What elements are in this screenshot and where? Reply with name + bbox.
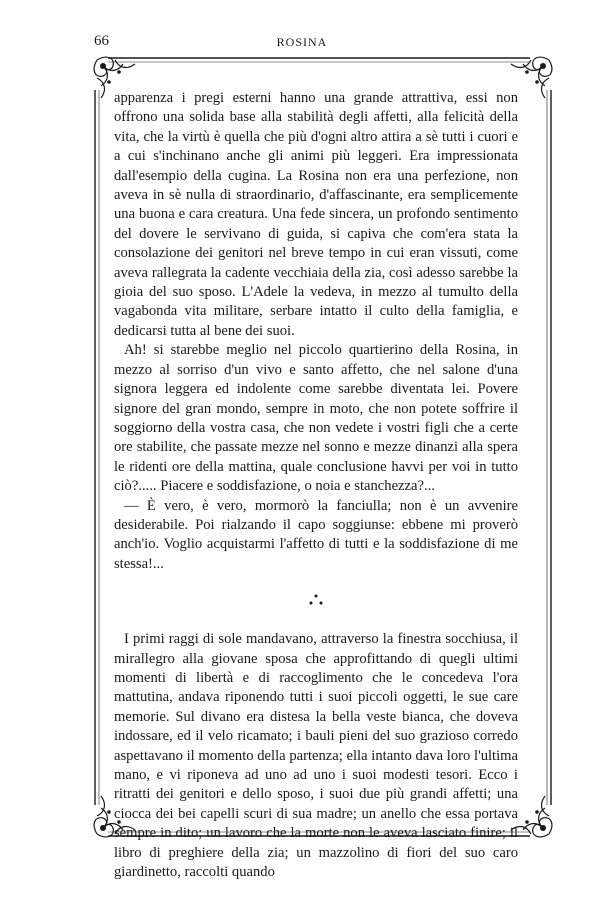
running-title: ROSINA xyxy=(276,35,328,49)
page-number: 66 xyxy=(94,33,109,49)
section-break xyxy=(114,574,518,630)
paragraph: I primi raggi di sole mandavano, attraverso la finestra socchiusa, il mirallegro alla giovane sposa che approfittando di quegli ultimi momenti di libertà e di raccoglimento che le concedeva l'ora mattutina, andava riponendo tutti i suoi piccoli oggetti, le sue care memorie. Sul divano era distesa la bella veste bianca, che doveva indossare, ed il velo ricamato; i bauli pieni del suo grazioso corredo aspettavano il momento della partenza; ella intanto dava loro l'ultima mano, e vi riponeva ad uno ad uno i suoi modesti tesori. Ecco i ritratti dei genitori e dello sposo, i suoi due più grandi affetti; una ciocca dei bei capelli scuri di sua madre; un anello che essa portava sempre in dito; un lavoro che la morte non le aveva lasciato finire; il libro di preghiere della zia; un mazzolino di fiori del suo caro giardinetto, raccolti quando xyxy=(114,631,518,881)
asterism-ornament xyxy=(114,574,518,630)
body-text xyxy=(114,89,518,882)
paragraph: apparenza i pregi esterni hanno una grande attrattiva, essi non offrono una solida base alla stabilità degli affetti, alla felicità della vita, che la virtù è quella che più d'ogni altro attira a sè tutti i cuori e a cui s'inchinano anche gli animi più leggeri. Era impressionata dall'esempio della cugina. La Rosina non era una perfezione, non aveva in sè nulla di straordinario, d'affascinante, era semplicemente una buona e cara creatura. Una fede sincera, un profondo sentimento del dovere le servivano di guida, si capiva che com'era stata la consolazione dei genitori nel breve tempo in cui eran vissuti, come aveva rallegrata la cadente vecchiaia della zia, così adesso sarebbe la gioia del suo sposo. L'Adele la vedeva, in mezzo al tumulto della vagabonda vita militare, serbare intatto il culto della famiglia, e dedicarsi tutta al bene dei suoi. xyxy=(114,90,518,339)
paragraph: — È vero, è vero, mormorò la fanciulla; non è un avvenire desiderabile. Poi rialzando il capo soggiunse: ebbene mi proverò anch'io. Voglio acquistarmi l'affetto di tutti e la soddisfazione di me stessa!... xyxy=(114,497,518,572)
paragraph: Ah! si starebbe meglio nel piccolo quartierino della Rosina, in mezzo al sorriso d'un vivo e santo affetto, che nel salone d'una signora leggera ed indolente come sarebbe diventata lei. Povere signore del gran mondo, sempre in moto, che non potete soffrire il soggiorno della vostra casa, che non vedete i vostri figli che a certe ore stabilite, che passate mezze nel sonno e mezze dinanzi alla spera le ridenti ore della mattina, quale conclusione havvi per voi in tutto ciò?..... Piacere e soddisfazione, o noia e stanchezza?... xyxy=(114,342,518,495)
